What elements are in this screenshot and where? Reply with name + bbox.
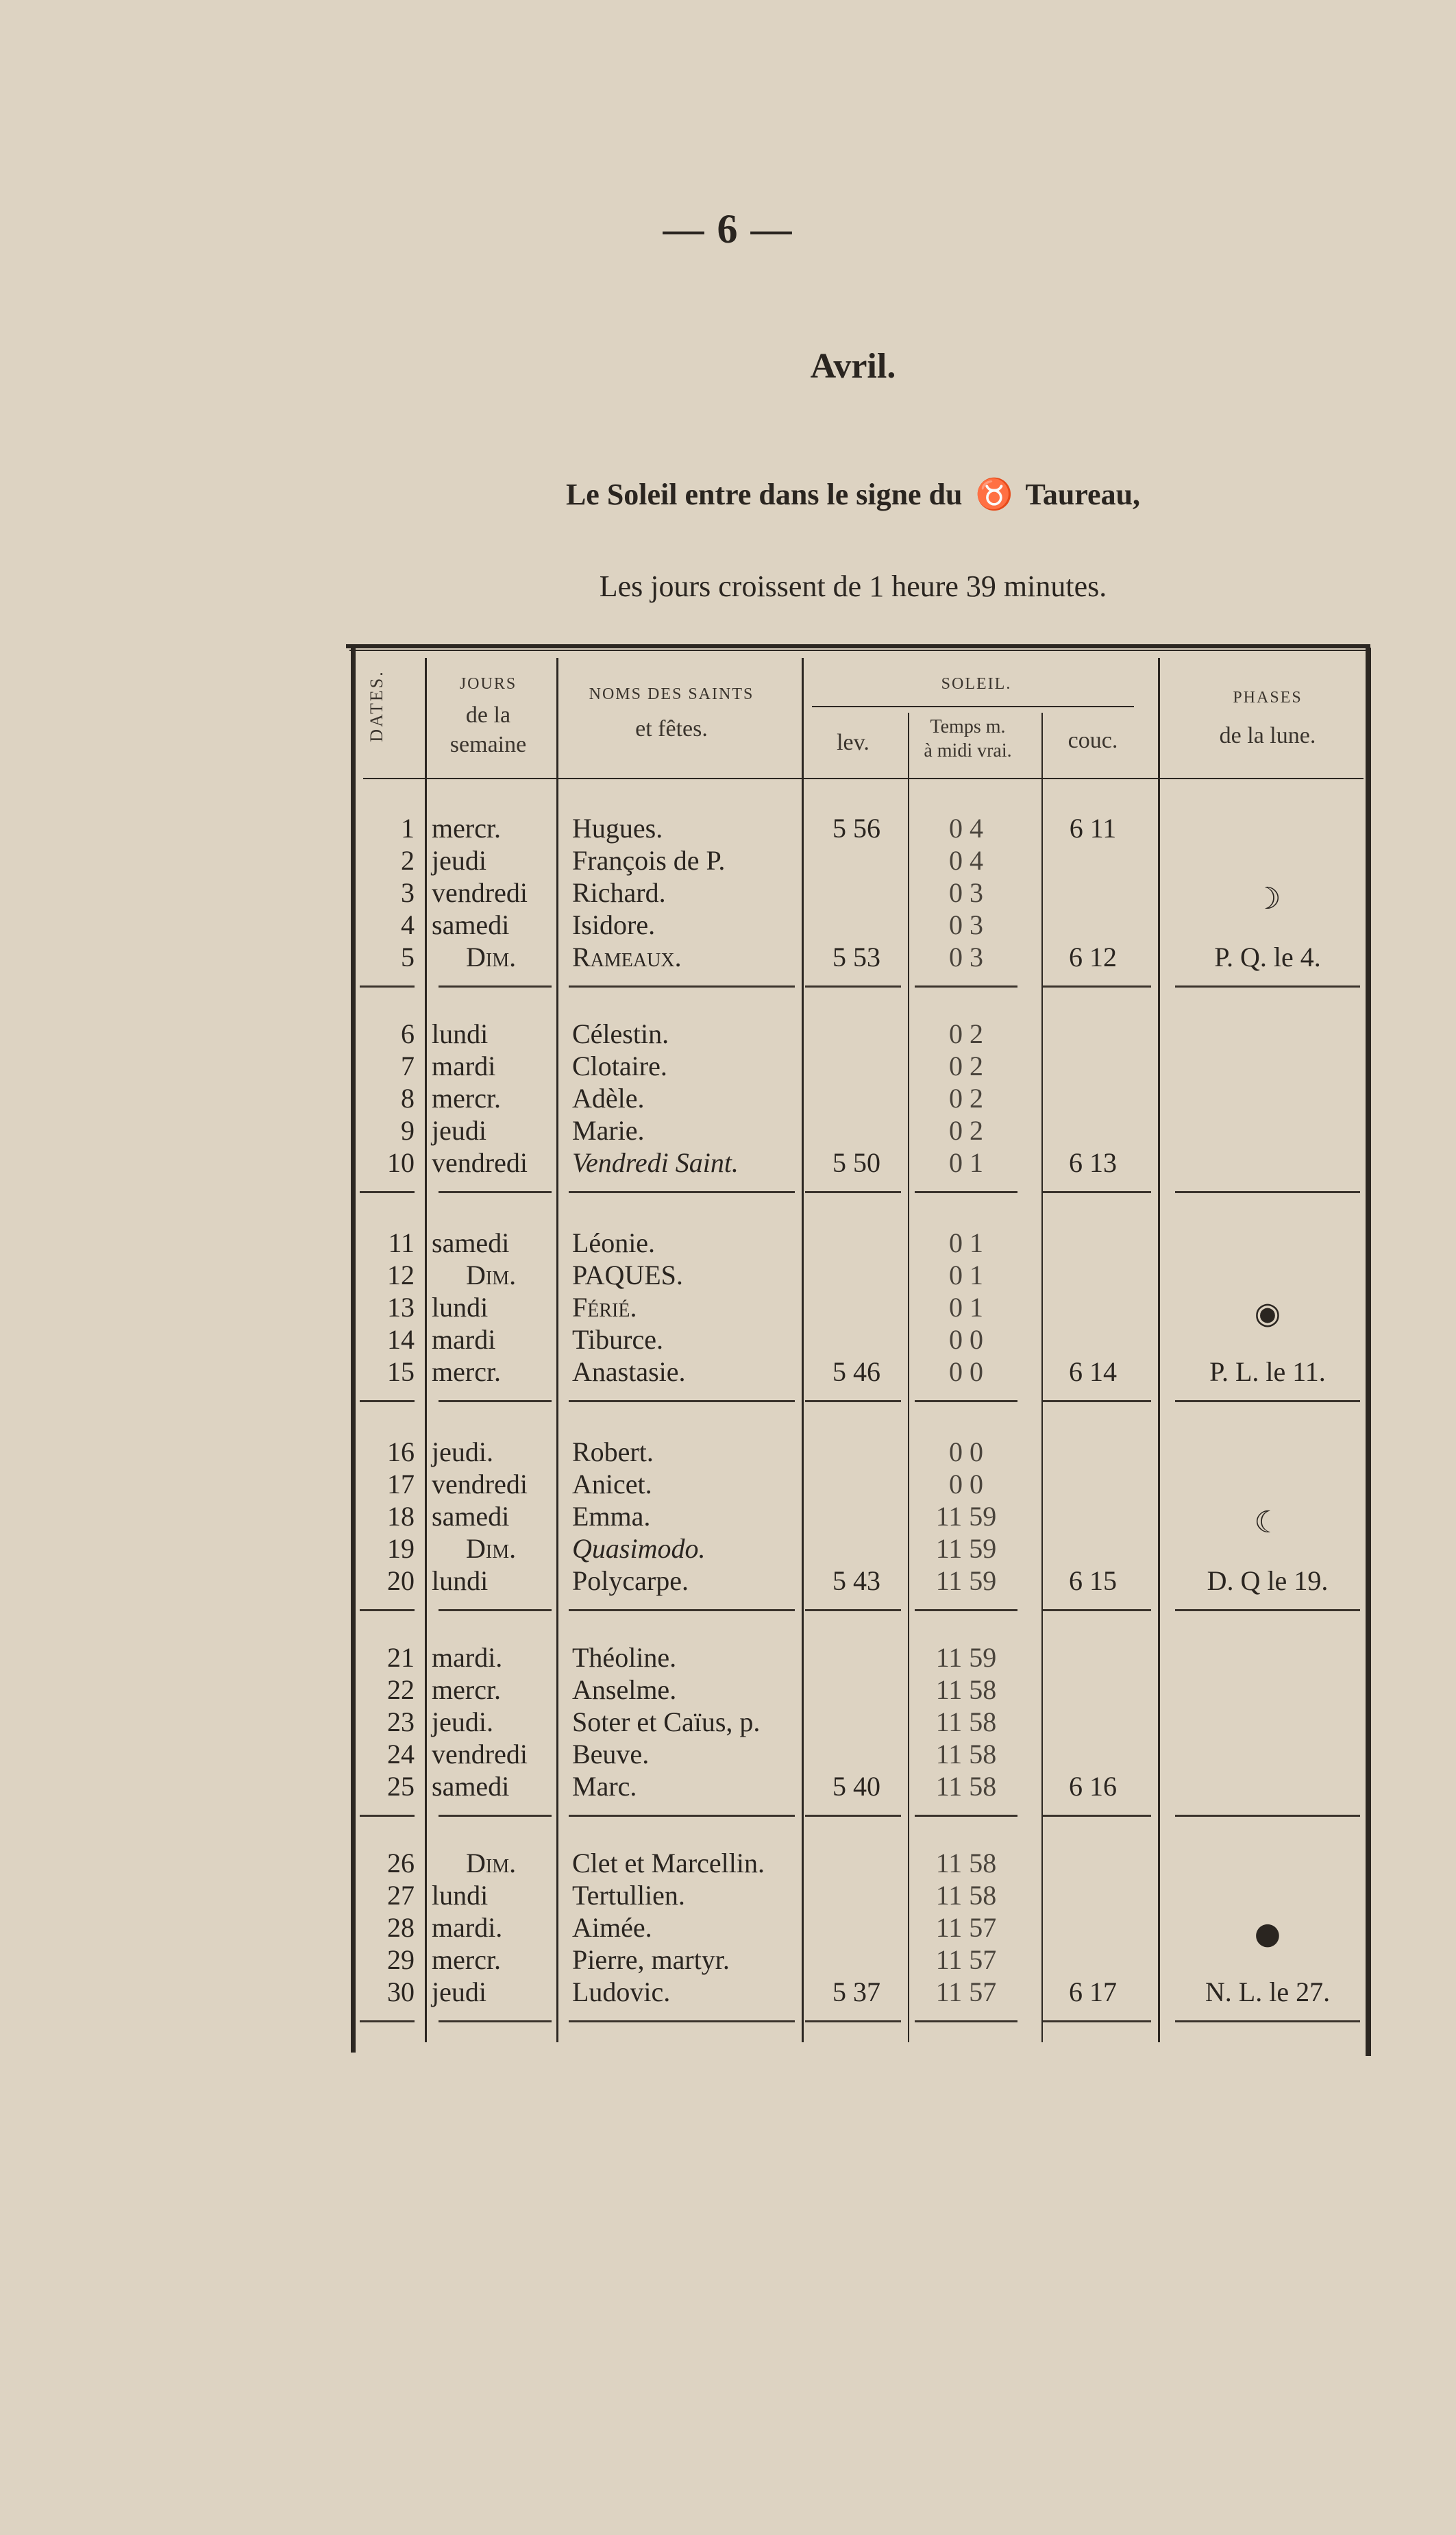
header-jours-line2: de la <box>465 702 511 728</box>
weekday: mercr. <box>432 1674 502 1705</box>
saint-name: Clotaire. <box>572 1051 667 1081</box>
date-number: 2 <box>401 845 415 876</box>
weekday: samedi <box>432 909 510 940</box>
weekday: mercr. <box>432 1944 502 1975</box>
sunrise-time: 5 50 <box>832 1147 880 1178</box>
noon-time: 11 57 <box>935 1976 997 2007</box>
row-separator <box>1041 1400 1151 1402</box>
noon-time: 0 2 <box>949 1051 983 1081</box>
table-right-border <box>1366 648 1371 2056</box>
sunset-time: 6 13 <box>1069 1147 1117 1178</box>
date-number: 28 <box>387 1912 415 1943</box>
page-number: — 6 — <box>663 206 793 252</box>
noon-time: 0 2 <box>949 1083 983 1114</box>
date-number: 18 <box>387 1501 415 1532</box>
row-separator <box>915 985 1017 988</box>
header-jours: JOURS <box>459 675 517 693</box>
noon-time: 0 0 <box>949 1469 983 1499</box>
row-separator <box>569 1815 795 1817</box>
saint-name: Marc. <box>572 1771 637 1802</box>
row-separator <box>1175 1815 1360 1817</box>
weekday: jeudi <box>432 845 486 876</box>
weekday: jeudi <box>432 1976 486 2007</box>
weekday: Dim. <box>466 942 517 972</box>
noon-time: 11 58 <box>935 1771 997 1802</box>
row-separator <box>360 1815 415 1817</box>
saint-name: Léonie. <box>572 1227 656 1258</box>
noon-time: 11 58 <box>935 1880 997 1911</box>
weekday: Dim. <box>466 1260 517 1290</box>
date-number: 29 <box>387 1944 415 1975</box>
moon-phase-icon: ● <box>1254 1916 1281 1951</box>
date-number: 4 <box>401 909 415 940</box>
noon-time: 11 58 <box>935 1674 997 1705</box>
date-number: 1 <box>401 813 415 844</box>
row-separator <box>805 2020 901 2022</box>
table-top-rule <box>346 644 1370 648</box>
row-separator <box>569 1400 795 1402</box>
saint-name: Férié. <box>572 1292 637 1323</box>
weekday: samedi <box>432 1227 510 1258</box>
saint-name: Anselme. <box>572 1674 677 1705</box>
date-number: 9 <box>401 1115 415 1146</box>
date-number: 15 <box>387 1356 415 1387</box>
date-number: 27 <box>387 1880 415 1911</box>
row-separator <box>569 1191 795 1193</box>
weekday: lundi <box>432 1880 489 1911</box>
noon-time: 0 3 <box>949 942 983 972</box>
date-number: 14 <box>387 1324 415 1355</box>
date-number: 8 <box>401 1083 415 1114</box>
weekday: vendredi <box>432 1469 528 1499</box>
row-separator <box>915 1191 1017 1193</box>
column-divider <box>802 658 804 2042</box>
date-number: 22 <box>387 1674 415 1705</box>
sunrise-time: 5 46 <box>832 1356 880 1387</box>
sunset-time: 6 15 <box>1069 1565 1117 1596</box>
saint-name: Polycarpe. <box>572 1565 689 1596</box>
date-number: 12 <box>387 1260 415 1290</box>
date-number: 3 <box>401 877 415 908</box>
date-number: 26 <box>387 1848 415 1878</box>
noon-time: 11 58 <box>935 1706 997 1737</box>
noon-time: 0 3 <box>949 909 983 940</box>
row-separator <box>439 985 552 988</box>
taurus-icon: ♉ <box>975 478 1013 511</box>
header-lev: lev. <box>837 730 869 755</box>
noon-time: 11 59 <box>935 1533 997 1564</box>
saint-name: Vendredi Saint. <box>572 1147 739 1178</box>
moon-phase-icon: ◉ <box>1254 1296 1281 1331</box>
date-number: 21 <box>387 1642 415 1673</box>
date-number: 30 <box>387 1976 415 2007</box>
header-jours-line3: semaine <box>449 732 527 757</box>
noon-time: 0 1 <box>949 1292 983 1323</box>
row-separator <box>1041 2020 1151 2022</box>
weekday: mercr. <box>432 1356 502 1387</box>
row-separator <box>1175 1191 1360 1193</box>
moon-phase-label: P. Q. le 4. <box>1214 942 1321 972</box>
weekday: samedi <box>432 1501 510 1532</box>
sunset-time: 6 11 <box>1069 813 1117 844</box>
row-separator <box>805 985 901 988</box>
row-separator <box>569 1609 795 1611</box>
weekday: lundi <box>432 1565 489 1596</box>
saint-name: Richard. <box>572 877 666 908</box>
sunset-time: 6 17 <box>1069 1976 1117 2007</box>
weekday: Dim. <box>466 1533 517 1564</box>
saint-name: François de P. <box>572 845 726 876</box>
noon-time: 0 2 <box>949 1018 983 1049</box>
saint-name: Tiburce. <box>572 1324 663 1355</box>
date-number: 13 <box>387 1292 415 1323</box>
sunrise-time: 5 40 <box>832 1771 880 1802</box>
weekday: jeudi <box>432 1115 486 1146</box>
header-noms: NOMS DES SAINTS <box>589 685 754 703</box>
saint-name: Soter et Caïus, p. <box>572 1706 761 1737</box>
header-couc: couc. <box>1068 728 1118 753</box>
noon-time: 0 0 <box>949 1356 983 1387</box>
date-number: 19 <box>387 1533 415 1564</box>
column-divider <box>908 713 909 2042</box>
saint-name: Marie. <box>572 1115 645 1146</box>
weekday: mardi. <box>432 1912 503 1943</box>
header-dates: DATES. <box>367 670 386 742</box>
row-separator <box>569 2020 795 2022</box>
row-separator <box>805 1815 901 1817</box>
row-separator <box>915 1815 1017 1817</box>
weekday: jeudi. <box>432 1706 493 1737</box>
weekday: lundi <box>432 1018 489 1049</box>
table-left-border <box>351 648 356 2053</box>
saint-name: Tertullien. <box>572 1880 685 1911</box>
month-title: Avril. <box>810 347 896 386</box>
weekday: samedi <box>432 1771 510 1802</box>
saint-name: Hugues. <box>572 813 663 844</box>
saint-name: Aimée. <box>572 1912 652 1943</box>
sunrise-time: 5 53 <box>832 942 880 972</box>
date-number: 20 <box>387 1565 415 1596</box>
noon-time: 11 59 <box>935 1642 997 1673</box>
moon-phase-label: N. L. le 27. <box>1205 1976 1331 2007</box>
date-number: 24 <box>387 1739 415 1769</box>
moon-phase-label: P. L. le 11. <box>1209 1356 1326 1387</box>
date-number: 17 <box>387 1469 415 1499</box>
soleil-underline <box>812 706 1134 707</box>
row-separator <box>360 1191 415 1193</box>
row-separator <box>439 1609 552 1611</box>
saint-name: Anicet. <box>572 1469 652 1499</box>
row-separator <box>1175 2020 1360 2022</box>
saint-name: Quasimodo. <box>572 1533 706 1564</box>
column-divider <box>1158 658 1160 2042</box>
header-phases: PHASES <box>1233 689 1303 707</box>
moon-phase-icon: ☾ <box>1254 1505 1281 1540</box>
noon-time: 0 0 <box>949 1436 983 1467</box>
row-separator <box>1175 1400 1360 1402</box>
row-separator <box>1041 1609 1151 1611</box>
date-number: 5 <box>401 942 415 972</box>
weekday: mardi <box>432 1324 496 1355</box>
row-separator <box>439 1815 552 1817</box>
saint-name: Robert. <box>572 1436 654 1467</box>
row-separator <box>915 1609 1017 1611</box>
header-bottom-rule <box>363 778 1364 779</box>
sun-sign-name: Taureau, <box>1025 478 1141 511</box>
sunrise-time: 5 56 <box>832 813 880 844</box>
saint-name: Clet et Marcellin. <box>572 1848 765 1878</box>
sun-sign-prefix: Le Soleil entre dans le signe du <box>565 478 963 511</box>
noon-time: 0 1 <box>949 1147 983 1178</box>
sunset-time: 6 12 <box>1069 942 1117 972</box>
header-phases-line2: de la lune. <box>1219 723 1316 748</box>
noon-time: 11 59 <box>935 1501 997 1532</box>
noon-time: 0 0 <box>949 1324 983 1355</box>
saint-name: Pierre, martyr. <box>572 1944 730 1975</box>
row-separator <box>360 1400 415 1402</box>
row-separator <box>569 985 795 988</box>
noon-time: 11 57 <box>935 1944 997 1975</box>
table-top-rule-thin <box>349 650 1370 651</box>
sunrise-time: 5 37 <box>832 1976 880 2007</box>
weekday: mercr. <box>432 1083 502 1114</box>
header-noms-line2: et fêtes. <box>635 716 708 742</box>
header-temps-line2: à midi vrai. <box>924 740 1012 761</box>
saint-name: Théoline. <box>572 1642 677 1673</box>
header-soleil: SOLEIL. <box>941 675 1012 693</box>
row-separator <box>439 2020 552 2022</box>
row-separator <box>805 1191 901 1193</box>
row-separator <box>1041 1191 1151 1193</box>
date-number: 16 <box>387 1436 415 1467</box>
noon-time: 11 59 <box>935 1565 997 1596</box>
row-separator <box>1041 985 1151 988</box>
weekday: lundi <box>432 1292 489 1323</box>
row-separator <box>915 1400 1017 1402</box>
header-temps: Temps m. <box>930 716 1006 737</box>
weekday: jeudi. <box>432 1436 493 1467</box>
row-separator <box>1041 1815 1151 1817</box>
date-number: 11 <box>388 1227 415 1258</box>
row-separator <box>360 985 415 988</box>
saint-name: Adèle. <box>572 1083 645 1114</box>
row-separator <box>1175 1609 1360 1611</box>
sunset-time: 6 16 <box>1069 1771 1117 1802</box>
weekday: vendredi <box>432 1147 528 1178</box>
noon-time: 11 58 <box>935 1848 997 1878</box>
row-separator <box>439 1400 552 1402</box>
noon-time: 0 4 <box>949 813 983 844</box>
saint-name: Emma. <box>572 1501 651 1532</box>
noon-time: 0 1 <box>949 1260 983 1290</box>
row-separator <box>360 2020 415 2022</box>
sunset-time: 6 14 <box>1069 1356 1117 1387</box>
saint-name: Anastasie. <box>572 1356 686 1387</box>
weekday: mardi. <box>432 1642 503 1673</box>
weekday: Dim. <box>466 1848 517 1878</box>
noon-time: 11 58 <box>935 1739 997 1769</box>
saint-name: Ludovic. <box>572 1976 671 2007</box>
noon-time: 0 4 <box>949 845 983 876</box>
row-separator <box>360 1609 415 1611</box>
row-separator <box>805 1400 901 1402</box>
date-number: 23 <box>387 1706 415 1737</box>
date-number: 10 <box>387 1147 415 1178</box>
moon-phase-label: D. Q le 19. <box>1207 1565 1329 1596</box>
date-number: 6 <box>401 1018 415 1049</box>
noon-time: 0 2 <box>949 1115 983 1146</box>
date-number: 25 <box>387 1771 415 1802</box>
date-number: 7 <box>401 1051 415 1081</box>
noon-time: 0 1 <box>949 1227 983 1258</box>
weekday: mercr. <box>432 813 502 844</box>
saint-name: Isidore. <box>572 909 656 940</box>
column-divider <box>556 658 558 2042</box>
moon-phase-icon: ☽ <box>1254 881 1281 916</box>
row-separator <box>1175 985 1360 988</box>
column-divider <box>1041 713 1043 2042</box>
saint-name: Beuve. <box>572 1739 650 1769</box>
weekday: vendredi <box>432 877 528 908</box>
column-divider <box>425 658 427 2042</box>
row-separator <box>439 1191 552 1193</box>
sunrise-time: 5 43 <box>832 1565 880 1596</box>
saint-name: PAQUES. <box>572 1260 683 1290</box>
weekday: vendredi <box>432 1739 528 1769</box>
sun-sign-line <box>0 476 1456 512</box>
noon-time: 11 57 <box>935 1912 997 1943</box>
saint-name: Célestin. <box>572 1018 669 1049</box>
row-separator <box>915 2020 1017 2022</box>
noon-time: 0 3 <box>949 877 983 908</box>
days-increase-line: Les jours croissent de 1 heure 39 minutes. <box>599 570 1107 603</box>
row-separator <box>805 1609 901 1611</box>
weekday: mardi <box>432 1051 496 1081</box>
saint-name: Rameaux. <box>572 942 682 972</box>
